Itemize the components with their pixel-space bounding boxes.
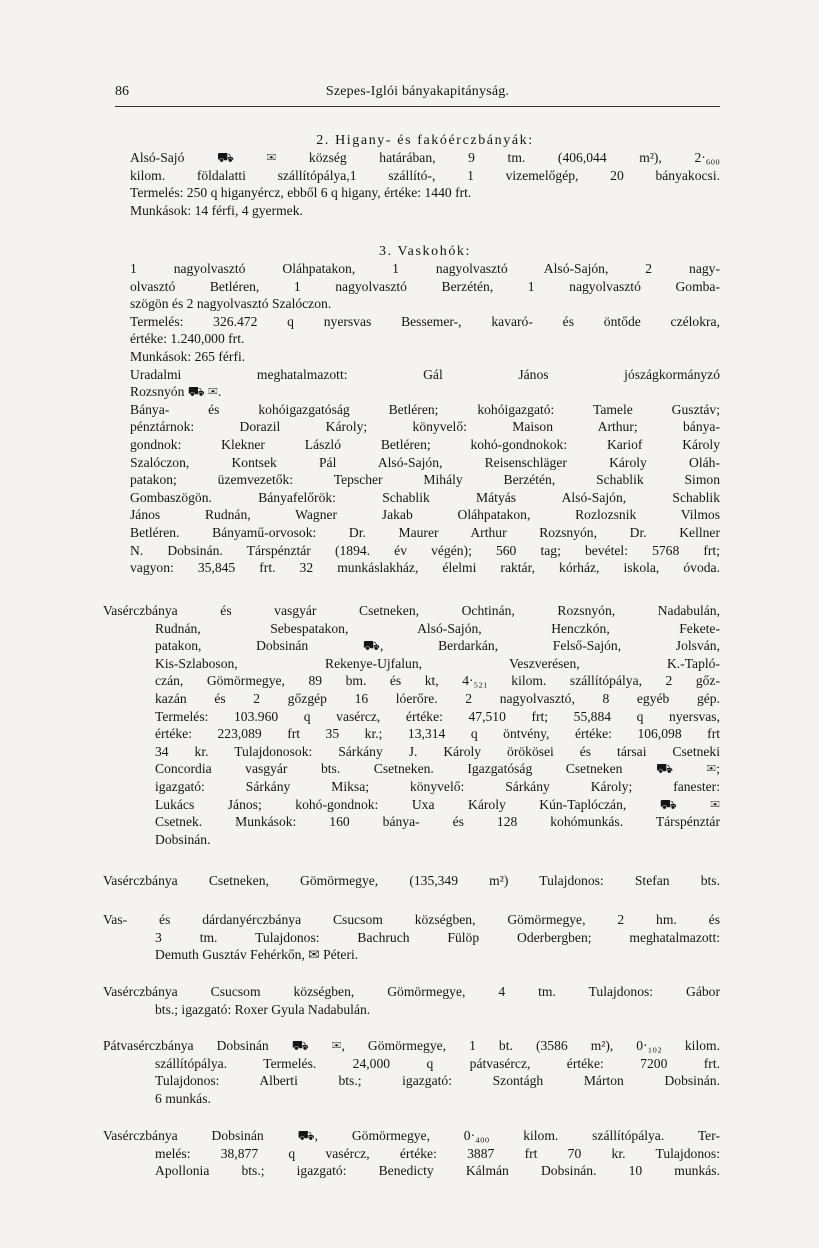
entry-heading-line: Vasérczbánya Csucsom községben, Gömörmegye, 4 tm. Tulajdonos: Gábor <box>103 984 720 999</box>
entry-csetnek-ironworks <box>103 602 720 848</box>
text-line: Gombaszögön. Bányafelőrök: Schablik Mátyás Alsó-Sajón, Schablik <box>130 489 720 505</box>
text-line: Dobsinán. <box>155 831 211 847</box>
text-line: Alsó-Sajó ⛟ ✉ község határában, 9 tm. (406,044 m²), 2·₆₀₀ <box>130 150 720 165</box>
text-line: kilom. földalatti szállítópálya,1 szállító-, 1 vizemelőgép, 20 bányakocsi. <box>130 167 720 183</box>
text-line: Termelés: 103.960 q vasércz, értéke: 47,510 frt; 55,884 q nyersvas, <box>155 708 720 724</box>
text-line: 1 nagyolvasztó Oláhpatakon, 1 nagyolvasztó Alsó-Sajón, 2 nagy- <box>130 261 720 276</box>
text-line: patakon, Dobsinán ⛟, Berdarkán, Felső-Sajón, Jolsván, <box>155 638 720 654</box>
text-line: Termelés: 250 q higanyércz, ebből 6 q higany, értéke: 1440 frt. <box>130 185 472 201</box>
text-line: Rozsnyón ⛟ ✉. <box>130 384 222 400</box>
text-line: Kis-Szlaboson, Rekenye-Ujfalun, Veszverésen, K.-Tapló- <box>155 655 720 671</box>
text-line: czán, Gömörmegye, 89 bm. és kt, 4·₅₂₁ kilom. szállítópálya, 2 gőz- <box>155 673 720 689</box>
text-line: értéke: 223,089 frt 35 kr.; 13,314 q öntvény, értéke: 106,098 frt <box>155 726 720 742</box>
text-line: Apollonia bts.; igazgató: Benedicty Kálmán Dobsinán. 10 munkás. <box>155 1163 720 1179</box>
section-title: 3. Vaskohók: <box>378 244 472 259</box>
entry-heading-line: Vasérczbánya Csetneken, Gömörmegye, (135,349 m²) Tulajdonos: Stefan bts. <box>103 873 720 888</box>
text-line: János Rudnán, Wagner Jakab Oláhpatakon, Rozlozsnik Vilmos <box>130 507 720 523</box>
page-header <box>115 84 720 107</box>
text-line: igazgató: Sárkány Miksa; könyvelő: Sárkány Károly; fanester: <box>155 778 720 794</box>
text-line: olvasztó Betléren, 1 nagyolvasztó Berzétén, 1 nagyolvasztó Gomba- <box>130 278 720 294</box>
text-line: Concordia vasgyár bts. Csetneken. Igazgatóság Csetneken ⛟ ✉; <box>155 761 720 777</box>
text-line: Bánya- és kohóigazgatóság Betléren; kohóigazgató: Tamele Gusztáv; <box>130 401 720 417</box>
text-line: N. Dobsinán. Társpénztár (1894. év végén); 560 tag; bevétel: 5768 frt; <box>130 542 720 558</box>
text-line: 34 kr. Tulajdonosok: Sárkány J. Károly örökösei és társai Csetneki <box>155 743 720 759</box>
text-line: Lukács János; kohó-gondnok: Uxa Károly Kún-Taplóczán, ⛟ ✉ <box>155 796 720 812</box>
text-line: melés: 38,877 q vasércz, értéke: 3887 frt 70 kr. Tulajdonos: <box>155 1145 720 1161</box>
text-line: Tulajdonos: Alberti bts.; igazgató: Szontágh Márton Dobsinán. <box>155 1073 720 1089</box>
entry-dobsina-ore-mine <box>103 1127 720 1180</box>
text-line: szögön és 2 nagyolvasztó Szalóczon. <box>130 296 332 312</box>
text-line: 3 tm. Tulajdonos: Bachruch Fülöp Oderbergben; meghatalmazott: <box>155 929 720 945</box>
section-iron-works <box>130 243 720 577</box>
text-line: Termelés: 326.472 q nyersvas Bessemer-, kavaró- és öntőde czélokra, <box>130 313 720 329</box>
text-line: Munkások: 14 férfi, 4 gyermek. <box>130 202 303 218</box>
text-line: kazán és 2 gőzgép 16 lóerőre. 2 nagyolvasztó, 8 egyéb gép. <box>155 690 720 706</box>
text-line: Uradalmi meghatalmazott: Gál János jószágkormányzó <box>130 366 720 382</box>
entry-heading-line: Pátvasérczbánya Dobsinán ⛟ ✉, Gömörmegye, 1 bt. (3586 m²), 0·₁₀₂ kilom. <box>103 1038 720 1053</box>
running-title: Szepes-Iglói bányakapitányság. <box>325 84 510 99</box>
text-line: Rudnán, Sebespatakon, Alsó-Sajón, Henczkón, Fekete- <box>155 620 720 636</box>
text-line: gondnok: Klekner László Betléren; kohó-gondnokok: Kariof Károly <box>130 436 720 452</box>
entry-csetnek-ore-mine <box>103 872 720 890</box>
section-title: 2. Higany- és fakóérczbányák: <box>316 133 534 148</box>
entry-csucsom-ore-mine <box>103 983 720 1018</box>
text-line: bts.; igazgató: Roxer Gyula Nadabulán. <box>155 1001 371 1017</box>
text-line: pénztárnok: Dorazil Károly; könyvelő: Maison Arthur; bánya- <box>130 419 720 435</box>
entry-heading-line: Vasérczbánya és vasgyár Csetneken, Ochtinán, Rozsnyón, Nadabulán, <box>103 603 720 618</box>
text-line: Szalóczon, Kontsek Pál Alsó-Sajón, Reisenschläger Károly Oláh- <box>130 454 720 470</box>
text-line: patakon; üzemvezetők: Tepscher Mihály Berzétén, Schablik Simon <box>130 472 720 488</box>
entry-csucsom-manganese <box>103 911 720 964</box>
entry-heading-line: Vas- és dárdanyérczbánya Csucsom községben, Gömörmegye, 2 hm. és <box>103 912 720 927</box>
text-line: Demuth Gusztáv Fehérkőn, ✉ Péteri. <box>155 947 359 963</box>
text-line: értéke: 1.240,000 frt. <box>130 331 245 347</box>
text-line: Betléren. Bányamű-orvosok: Dr. Maurer Arthur Rozsnyón, Dr. Kellner <box>130 524 720 540</box>
text-line: Csetnek. Munkások: 160 bánya- és 128 kohómunkás. Társpénztár <box>155 814 720 830</box>
text-line: Munkások: 265 férfi. <box>130 348 246 364</box>
text-line: 6 munkás. <box>155 1090 211 1106</box>
text-line: szállítópálya. Termelés. 24,000 q pátvasércz, értéke: 7200 frt. <box>155 1055 720 1071</box>
text-line: vagyon: 35,845 frt. 32 munkáslakház, élelmi raktár, kórház, iskola, óvoda. <box>130 560 720 576</box>
page-number: 86 <box>115 84 129 99</box>
entry-dobsina-siderite <box>103 1037 720 1107</box>
entry-heading-line: Vasérczbánya Dobsinán ⛟, Gömörmegye, 0·₄₀₀ kilom. szállítópálya. Ter- <box>103 1128 720 1143</box>
section-mercury-mines <box>130 132 720 219</box>
